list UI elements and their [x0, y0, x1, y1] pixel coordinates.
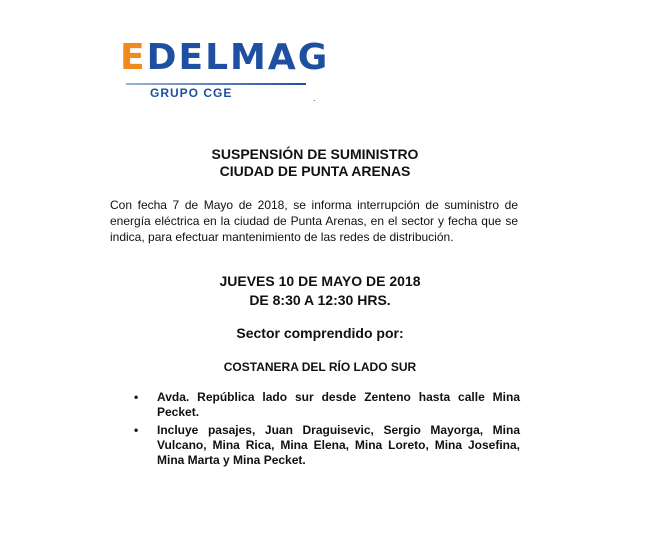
sector-heading: Sector comprendido por:: [236, 325, 404, 341]
list-item-text: Avda. República lado sur desde Zenteno hasta calle Mina Pecket.: [157, 390, 520, 419]
notice-body: Con fecha 7 de Mayo de 2018, se informa interrupción de suministro de energía eléctrica en la ciudad de Punta Arenas, en el sector y fecha que se indica, para efectuar mantenimiento de las redes de distribución.: [110, 198, 518, 244]
logo-wordmark-rest: DELMAG: [146, 37, 330, 78]
logo-underline: [126, 83, 306, 85]
list-item: [130, 390, 520, 420]
notice-title-line2: CIUDAD DE PUNTA ARENAS: [219, 163, 411, 179]
list-item-text: Incluye pasajes, Juan Draguisevic, Sergio Mayorga, Mina Vulcano, Mina Rica, Mina Elena, Mina Loreto, Mina Josefina, Mina Marta y Mina Pecket.: [157, 423, 520, 467]
outage-date: JUEVES 10 DE MAYO DE 2018: [219, 273, 421, 289]
list-item: [130, 423, 520, 468]
logo-subtitle: GRUPO CGE: [150, 86, 233, 100]
affected-areas-list: [130, 390, 520, 471]
outage-time: DE 8:30 A 12:30 HRS.: [249, 292, 391, 308]
bullet-icon: •: [134, 390, 139, 404]
logo-letter-e: E: [120, 37, 147, 78]
street-name: COSTANERA DEL RÍO LADO SUR: [223, 360, 417, 374]
logo-wordmark: [120, 38, 329, 78]
notice-title-line1: SUSPENSIÓN DE SUMINISTRO: [211, 146, 419, 162]
stray-dot: .: [313, 93, 316, 103]
edelmag-logo: [120, 36, 330, 106]
bullet-icon: •: [134, 423, 139, 437]
